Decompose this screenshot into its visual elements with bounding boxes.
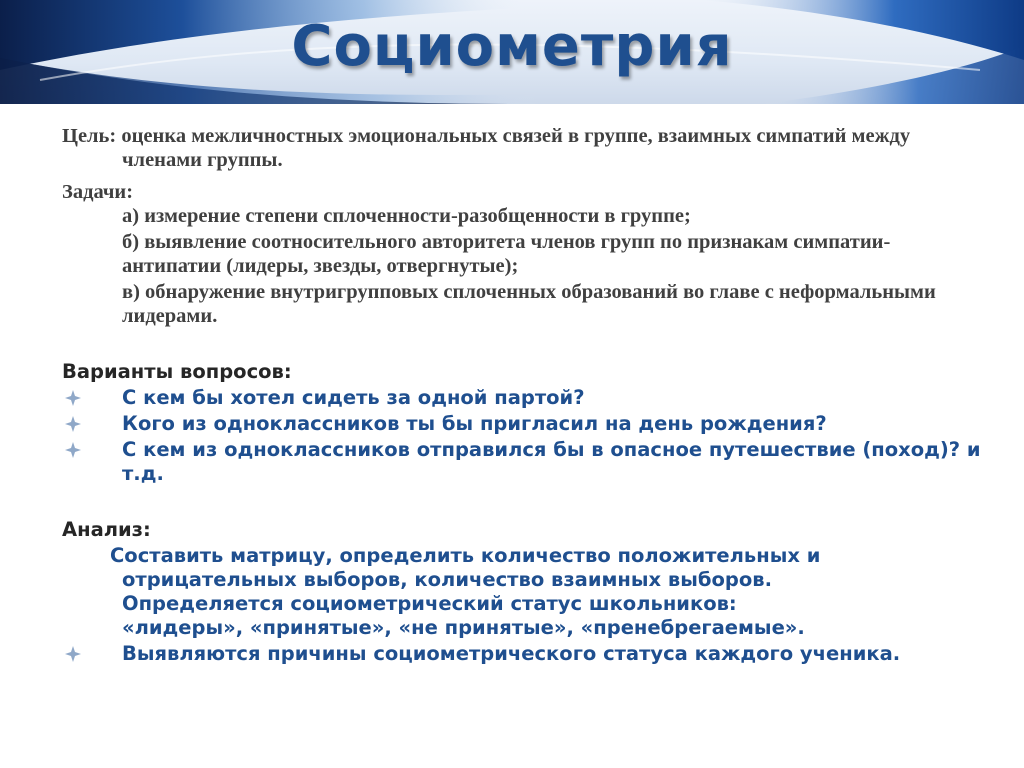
diamond-star-bullet-icon bbox=[64, 441, 82, 459]
diamond-star-bullet-icon bbox=[64, 645, 82, 663]
slide-title: Социометрия bbox=[291, 14, 733, 79]
analysis-line: отрицательных выборов, количество взаимных выборов. bbox=[122, 568, 772, 591]
goal-label: Цель: bbox=[62, 125, 117, 147]
questions-heading: Варианты вопросов: bbox=[62, 360, 292, 383]
diamond-star-bullet-icon bbox=[64, 415, 82, 433]
question-text: С кем бы хотел сидеть за одной партой? bbox=[122, 386, 585, 409]
question-item bbox=[62, 386, 982, 410]
goal-paragraph bbox=[62, 124, 982, 172]
analysis-line: Определяется социометрический статус школьников: bbox=[122, 592, 737, 615]
question-text: С кем из одноклассников отправился бы в опасное путешествие (поход)? и т.д. bbox=[122, 438, 981, 485]
tasks-label: Задачи: bbox=[62, 181, 134, 203]
diamond-star-bullet-icon bbox=[64, 389, 82, 407]
question-item bbox=[62, 438, 982, 486]
question-text: Кого из одноклассников ты бы пригласил на день рождения? bbox=[122, 412, 827, 435]
analysis-bullet-text: Выявляются причины социометрического статуса каждого ученика. bbox=[122, 642, 901, 665]
analysis-bullets bbox=[62, 642, 982, 666]
goal-text: оценка межличностных эмоциональных связей в группе, взаимных симпатий между членами группы. bbox=[121, 125, 911, 171]
slide-body bbox=[62, 124, 982, 668]
tasks-list bbox=[62, 204, 982, 328]
questions-list bbox=[62, 386, 982, 486]
analysis-line: «лидеры», «принятые», «не принятые», «пренебрегаемые». bbox=[122, 616, 805, 639]
header-banner bbox=[0, 0, 1024, 104]
analysis-bullet-item bbox=[62, 642, 982, 666]
analysis-line: Составить матрицу, определить количество положительных и bbox=[110, 544, 821, 567]
question-item bbox=[62, 412, 982, 436]
analysis-text bbox=[62, 544, 982, 640]
task-item: в) обнаружение внутригрупповых сплоченных образований во главе с неформальными лидерами. bbox=[122, 281, 936, 327]
analysis-heading: Анализ: bbox=[62, 518, 151, 541]
task-item: б) выявление соотносительного авторитета членов групп по признакам симпатии-антипатии (лидеры, звезды, отвергнутые); bbox=[122, 231, 891, 277]
task-item: а) измерение степени сплоченности-разобщенности в группе; bbox=[122, 205, 691, 227]
